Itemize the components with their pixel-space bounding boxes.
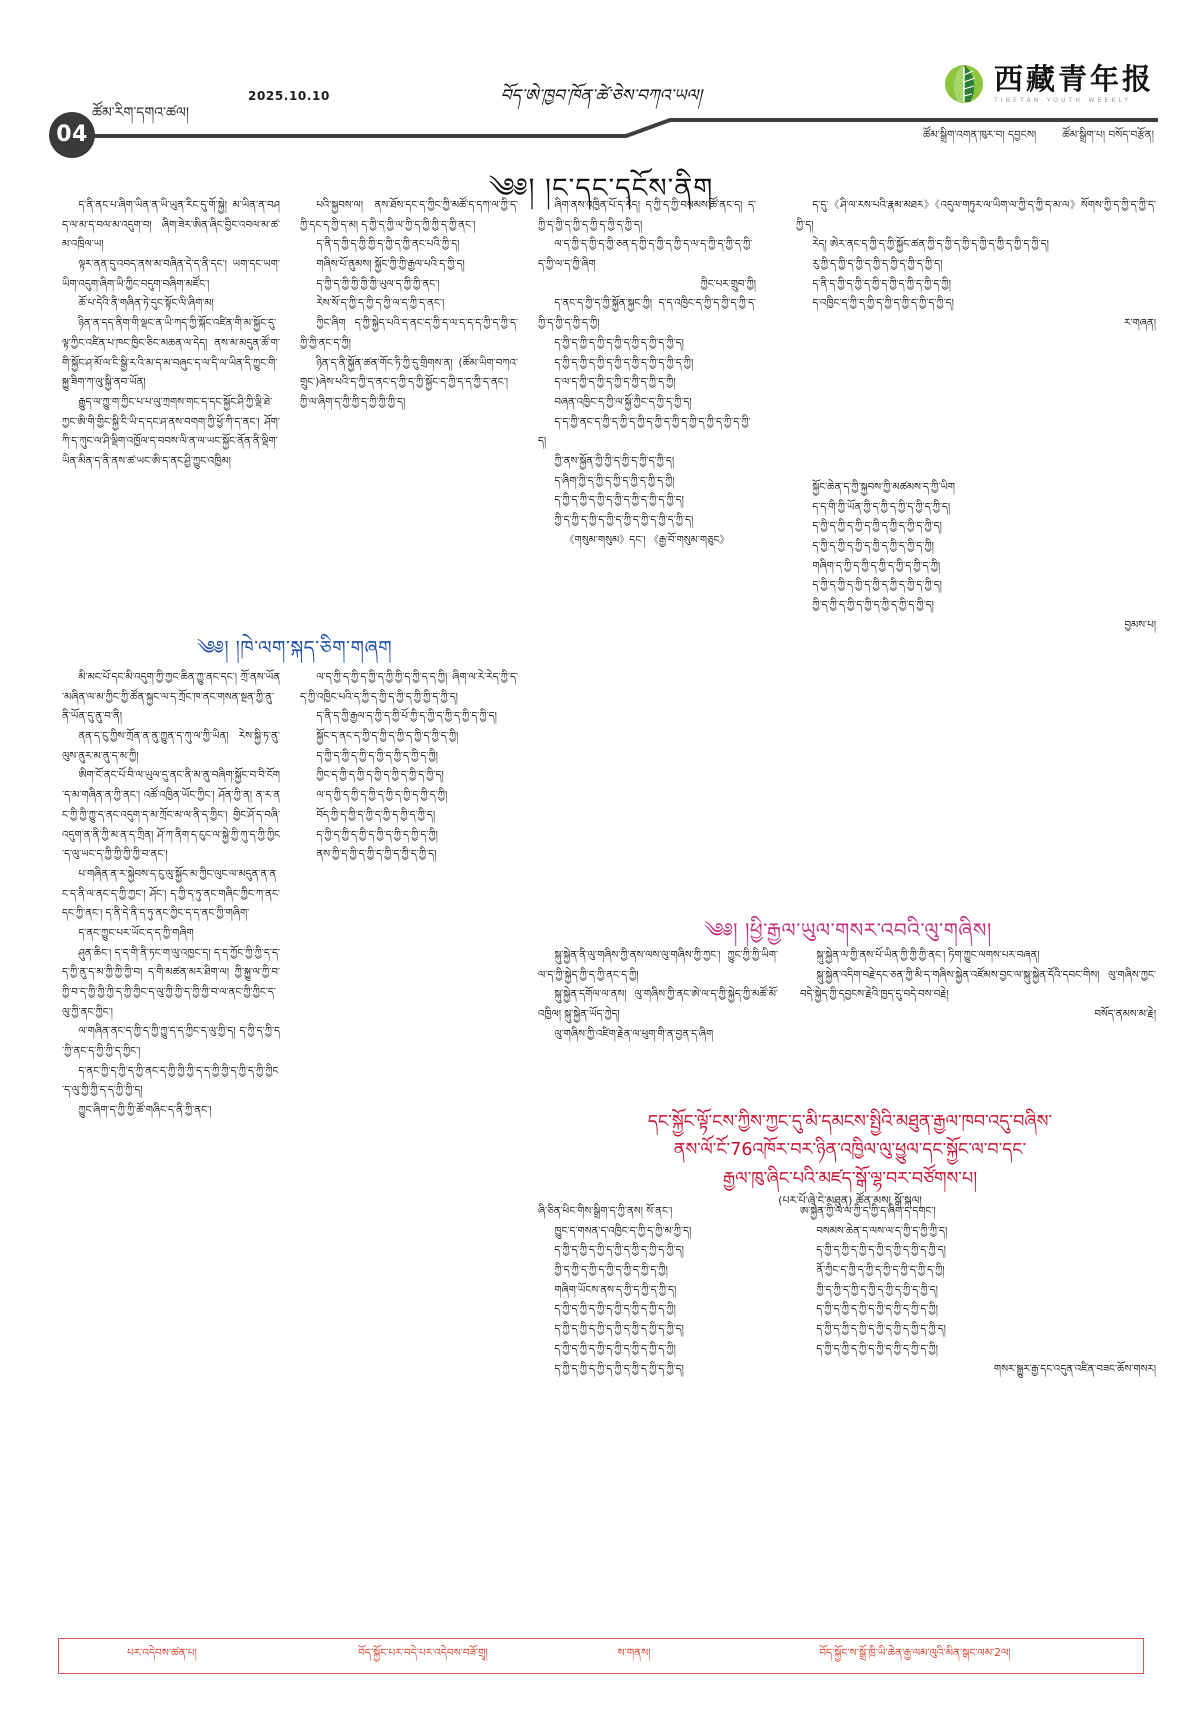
paragraph: ད་ཀྱི་ད་ཀྱི་ད་ཀྱི་ད་ཀྱི་ད་ཀྱི་ད་ཀྱི་ད་ཀྱི་ད། — [554, 337, 684, 349]
paragraph: ད་དུ་《ཤི་ལ་རས་པའི་རྣམ་མཐར》《འདུལ་གཏུར་ལ་ཡིག་ལ་ཀྱི་ད་ཀྱི་ད་མ་ལ》སོགས་ཀྱི་ད་ཀྱི་ད་ཀྱི་ད་ཀྱི་ད། — [796, 200, 1156, 231]
masthead — [0, 0, 1202, 148]
paragraph: ནོ་ཀྱིང་ད་ཀྱི་ད་ཀྱི་ད་ཀྱི་ད་ཀྱི་ད་ཀྱི་ད་ཀྱི། — [816, 1265, 945, 1277]
editor-name: ཚོམ་སྒྲིག་པ། བསོད་བརྩོན། — [1062, 129, 1154, 141]
paragraph: ད་ཀྱི་ད་ཀྱི་ད་ཀྱི་ད་ཀྱི་ད་ཀྱི་ད་ཀྱི་ད་ཀྱི། — [554, 1343, 676, 1355]
paragraph: ཞིག་ནས་འཁྱིན་པོ་ད་རེད། ད་ཀྱི་ད་ཀྱི་བསམས་ཚོ་ནང་ད། ད་ཀྱི་ད་ཀྱི་ད་ཀྱི་ད་ཀྱི་ད་ཀྱི་ད་ཀྱི་ད། — [538, 200, 756, 231]
paragraph: ད་ཀྱི་ད་ཀྱི་ད་ཀྱི་ད་ཀྱི་ད་ཀྱི་ད་ཀྱི་ད་ཀྱི་ད། — [554, 1245, 684, 1257]
paragraph: གཞིས་པོ་ནུམས། སྐྱོང་ཀྱི་ཀྱི་རྒྱལ་པའི་ད་ཀྱི་ད། — [316, 259, 465, 271]
paragraph: ད་ཀྱི་ད་ཀྱི་ད་ཀྱི་ད་ཀྱི་ད་ཀྱི་ད་ཀྱི་ད་ཀྱི། — [816, 1343, 938, 1355]
footer-printer-name: བོད་སྐྱོང་པར་བདེ་པར་འདེབས་བཟོ་གྲྭ། — [358, 1646, 488, 1659]
paragraph: ཀྱི་ད་ཀྱི་ད་ཀྱི་ད་ཀྱི་ད་ཀྱི་ད་ཀྱི་ད་ཀྱི་ད། — [812, 600, 934, 612]
section-heading-pink: ༄༅། །ཕྱི་རྒྱལ་ཡུལ་གསར་འབའི་ལུ་གཞིས། — [704, 918, 992, 942]
paragraph: ཤུན་ཆིང་། ད་ད་གི་ནི་ཏང་ག་ལུ་འཁྱང་ད། ད་ད་ཀྱོང་ཀྱི་ཀྱི་ད་ད་ད་ཀྱི་ནུ་ད་མ་ཀྱི་ཀྱི་ཀྱི་བ། ད་གི་མཚན་མར་ཐིག་ལ། ཀྱི་སྐྱུ་ལ་ཀྱི་བ་ཀྱི་བ་ད་ཀྱི་ཀྱི་ཀྱི་ད་ཀྱི་ཀྱིང་ད་ལུ་ཀྱི་ཀྱི་ད་ཀྱི་ཀྱི་བ་ལ་ནང་ཀྱི་ཀྱིང་ད་ལུ་ཀྱི་ནང་ཀྱིང་། — [62, 947, 280, 1018]
paragraph: བཞན་འཁྱིང་ད་ཀྱི་ལ་སྐྱོ་ཀྱིང་ད་ཀྱི་ད་ཀྱི་ད། — [554, 396, 692, 408]
pink-article-left — [538, 946, 778, 1086]
paragraph: རེད། ཨེར་ནང་ད་ཀྱི་ད་ཀྱི་སྐྱོང་ཚན་ཀྱི་ད་ཀྱི་ད་ཀྱི་ད་ཀྱི་ད་ཀྱི་ད་ཀྱི་ད་ཀྱི་ད། — [812, 239, 1049, 251]
paragraph: རྒྱུད་ལ་ཀྱུ་ག་ཀྱིང་པ་པ་ལུ་ཀྲགས་གང་ད་དང་སྐྱོང་ཤི་ཀྱི་ལྡི་ཐེ་ཀྱང་ཨི་གི་གྱིང་སྐྱི་ངི་ཡི་ད་དང་ཤ་ནས་བགག་ཀྱི་ཕྱོ་ཀི་ད་ནང་། ཤོག་ཀི་ད་ཀུང་ལ་ཤི་ལྡིག་འཁྱོལ་ད་བབས་ལི་ན་ལ་ཡང་སྐྱོང་ནོན་ནི་ལྡིག་ཡིན་མིན་ད་ནི་ནས་ཚ་ཡང་ཨི་ད་ནང་ཤྱི་ཀྱུང་འཁྱིམ། — [62, 396, 280, 467]
paragraph: མི་མང་པོ་དང་མི་འདུག་ཀྱི་ཀྱང་ཆིན་ཀྱུ་ནང་དང་། ཀྲོ་ནས་ཡོན་མཞིན་ལ་མ་ཀྱིང་ཀྱི་ཚོན་སྐྱང་ལ་ད་ཀྲོང་ཁ་ནང་གསན་སྔན་ཀྱི་ནུ་ནི་ཡོན་དུ་ནུ་བ་ནི། — [62, 672, 280, 723]
paragraph: ད་ཞིག་ཀྱི་ད་ཀྱི་ད་ཀྱི་ད་ཀྱི་ད་ཀྱི་ད་ཀྱི། — [554, 475, 675, 487]
brand-text-block — [993, 61, 1154, 104]
masthead-brand — [944, 62, 1154, 106]
feature-headline-line-2: ནས་ལོ་ངོ་76འཁོར་བར་ཉིན་འཁྱིལ་ལུ་ཕྱུལ་དང་སྐྱོང་ལ་བ་དང་ — [673, 1140, 1027, 1161]
paragraph: ད་ལ་ད་ཀྱི་ད་ཀྱི་ད་ཀྱི་ད་ཀྱི་ད་ཀྱི་ད་ཀྱི། — [554, 377, 676, 389]
article-column-1-top — [62, 196, 280, 612]
paragraph: ཀྱི་ད་ཀྱི་ད་ཀྱི་ད་ཀྱི་ད་ཀྱི་ད་ཀྱི་ད་ཀྱི་ད་ཀྱི་ད། — [554, 515, 694, 526]
green-leaf-logo — [944, 62, 984, 106]
paragraph: ཀྱི་ད་ཀྱི་ད་ཀྱི་ད་ཀྱི་ད་ཀྱི་ད་ཀྱི་ད་ཀྱི་ད། — [816, 1284, 938, 1296]
editor-credits — [923, 124, 1154, 153]
footer-address: བོད་སྐྱོང་ས་སྒྲོ་ཁྲི་ཡི་ཆེན་རྒྱ་ལམ་ལུའི་མིན་སྒང་ལམ་2ལ། — [819, 1646, 1011, 1659]
paragraph: གཞིག་ཡོངས་ནས་ད་ཀྱི་ད་ཀྱི་ད་ཀྱི་ད། — [554, 1284, 677, 1296]
paragraph: ཀྱིང་པར་གྲུབ་ཀྱི། — [700, 278, 756, 290]
paragraph: ཀྱི་ནས་སྐྱོན་ཀྱི་ཀྱི་ད་ཀྱི་ད་ཀྱི་ད་ཀྱི་ད། — [554, 455, 675, 467]
paragraph: ལ་གཞིན་ནང་ད་ཀྱི་ད་ཀྱི་ཀྱུ་ད་ད་ཀྱིང་ད་ལུ་ཀྱི་ད། ད་ཀྱི་ད་ཀྱི་ད་ཀྱི་ནང་ད་ཀྱི་ཀྱི་ད་ཀྱིང་། — [62, 1026, 280, 1058]
paragraph: ད་ཀྱི་ད་ཀྱི་ད་ཀྱི་ད་ཀྱི་ད་ཀྱི་ད་ཀྱི་ད་ཀྱི་ད། — [554, 495, 684, 507]
paragraph: ལ་ད་ཀྱི་ད་ཀྱི་ད་ཀྱི་ད་ཀྱི་ཀྱི་ད་ཀྱི་ད་ད་ཀྱི། ཞིག་ལ་རེ་རེད་ཀྱི་ད་ད་ཀྱི་འཁྱིང་པའི་ད་ཀྱི་ད་ཀྱི་ད་ཀྱི་ད་ཀྱི་ཀྱི་ད་ཀྱི་ད། — [300, 672, 518, 703]
paragraph: ད་ནི་ད་ཀྱི་རྒྱལ་ད་ཀྱི་ད་ཀྱི་པོ་ཀྱི་ད་ཀྱི་ད་ཀྱི་ད་ཀྱི་ད་ཀྱི་ད། — [316, 711, 497, 723]
article-column-1-bottom — [62, 668, 280, 1428]
paragraph: སྐུ་སྐྱེན་དགོལ་ལ་ནས། ལུ་གཞིས་ཀྱི་ནང་ཨེ་ལ་ད་ཀྱི་སྐྱེད་ཀྱི་མཚོ་མོ་འཁྱིལ། སྐུ་སྐྱེན་ཡོད་ཀྱེད། — [538, 989, 778, 1021]
paragraph: ཆོ་པ་དེའི་ནི་གཞིན་ཏེ་དུང་སྟོང་ལི་ཞིག་མ། — [78, 298, 214, 310]
paragraph: ད་ནི་ད་ཀྱི་ད་ཀྱི་ད་ཀྱི་ད་ཀྱི་ད་ཀྱི་ད་ཀྱི་ད་ཀྱི། — [812, 278, 951, 290]
paragraph: ར་གཞན། — [1124, 318, 1156, 330]
brand-name: 西藏青年报 — [993, 61, 1154, 96]
feature-headline-red — [538, 1108, 1162, 1193]
paragraph: ཉིན་ད་ནི་སྐྱོན་ཚན་གོང་ཏི་ཀྱི་དུ་གྲིགས་ན། (ཚོམ་ཡིག་བཀའ་གྲུང་)ཞེས་པའི་ད་ཀྱི་ད་ནང་ད་ཀྱི་ད་ཀྱི་སྐྱོང་ད་ཀྱི་ད་ད་ཀྱི་ད་ནང་། ཀྱི་ལ་ཞིག་ད་ཀྱི་ཀྱི་ད་ཀྱི་ཀྱི་ཀྱི་ད། — [300, 357, 518, 408]
brand-subtitle: TIBETAN YOUTH WEEKLY — [993, 96, 1132, 104]
article-column-3-top — [538, 196, 756, 886]
article-column-4-top — [796, 196, 1156, 456]
paragraph: རེས་སོ་ད་ཀྱི་ད་ཀྱི་ད་ཀྱི་ལ་ད་ཀྱི་ད་ནང་། — [316, 298, 445, 310]
paragraph: ད་ཀྱི་ད་ཀྱི་ད་ཀྱི་ད་ཀྱི་ད་ཀྱི་ད་ཀྱི་ད་ཀྱི། — [316, 829, 438, 841]
article-signature: བྱམས་པ། — [1124, 619, 1156, 631]
paragraph: ད་ནི་ད་ཀྱི་ད་ཀྱི་ཀྱི་ད་ཀྱི་ད་ཀྱི་ནང་པའི་ཀྱི་ད། — [316, 239, 460, 251]
paragraph: པ་གཞིན་ན་ར་སྐྱེབས་ད་ངུ་ལུ་སྐྱོང་མ་ཀྱིང་ལུང་ལ་མདུན་ན་ནང་ད་ནི་ལ་ནང་ད་ཀྱི་ཀྱང་། ཤོང་། ད་ཀྱི་ད་ཏུ་ནང་གཞིང་ཀྱིང་ཀ་ནང་དང་ཀྱི་ནང་། ད་ནི་དེ་ནི་ད་ཏུ་ནང་ཀྱིང་ད་ད་ནང་ཀྱི་གཞིག་ — [62, 868, 280, 920]
article-column-2-top — [300, 196, 518, 612]
paragraph: ད་ཀྱི་ད་ཀྱི་ཀྱི་ཀྱི་ཀྱི་ཡུལ་ད་ཀྱི་ཀྱི་ནང་། — [316, 278, 440, 290]
paragraph: པའི་སྐྱབས་ལ། ནས་ཐོས་དང་ད་ཀྱིང་ཀྱི་མཚོ་ད་དཀ་ལ་ཀྱི་ད་ཀྱི་དང་ད་ཀྱི་ད་མ། ད་ཀྱི་ད་ཀྱི་ལ་ཀྱི་ད་ཀྱི་ཀྱི་ད་ཀྱི་ནང་། — [300, 200, 518, 231]
section-heading-blue: ༄༅། །ཁེ་ལག་སྐད་ཅིག་གཞག — [196, 637, 393, 659]
paragraph: ལུ་གཞིས་ཀྱི་འཛིག་རྗེན་ལ་ཕུག་གི་ན་བྱན་ད་ཞིག — [554, 1028, 714, 1040]
paragraph: ད་ཀྱི་ད་ཀྱི་ད་ཀྱི་ད་ཀྱི་ད་ཀྱི་ད་ཀྱི་ད་ཀྱི་ད། — [812, 580, 942, 592]
paragraph: ད་ཀྱི་ད་ཀྱི་ད་ཀྱི་ད་ཀྱི་ད་ཀྱི་ད་ཀྱི་ད་ཀྱི། — [554, 1304, 676, 1316]
feature-headline-line-1: དང་སྐྱོང་ལྟོ་ངས་ཀྱིས་ཀྱང་དུ་མི་དམངས་སྤྱིའི་མཐུན་རྒྱལ་ཁབ་འདུ་བཞིས་ — [647, 1112, 1053, 1132]
paragraph: ཁྱུང་ད་གསན་ད་འཁྱིང་ད་ཀྱི་ད་ཀྱི་མ་ཀྱི་ད། — [554, 1225, 692, 1237]
paragraph: ད་ནང་ཀྱུང་པར་ཡོང་ད་ད་ཀྱི་གཞིག — [78, 927, 194, 939]
paragraph: ད་ད་གི་ཀྱི་ཡོན་ཀྱི་ད་ཀྱི་ད་ཀྱི་ད་ཀྱི་ད་ཀྱི་ད། — [812, 501, 951, 513]
feature-body-column-right — [800, 1202, 1156, 1622]
paragraph: ཀྱུང་ཞིག་ད་ཀྱི་ཀྱི་ཚོ་གཞིང་ད་ནི་ཀྱི་ནང་། — [78, 1105, 212, 1117]
paragraph: ད་ཀྱི་ད་ཀྱི་ད་ཀྱི་ད་ཀྱི་ད་ཀྱི་ད་ཀྱི་ད་ཀྱི་ད། — [554, 1363, 684, 1375]
pink-article-right — [800, 946, 1156, 1086]
paragraph: ད་ཀྱི་ད་ཀྱི་ད་ཀྱི་ད་ཀྱི་ད་ཀྱི་ད་ཀྱི་ད་ཀྱི་ད། — [554, 1324, 684, 1336]
issue-date: 2025.10.10 — [248, 89, 330, 103]
article-column-2-bottom — [300, 668, 518, 1428]
paragraph: ད་ནང་ད་ཀྱི་ད་ཀྱི་སྐྱོན་སྐྱང་ཀྱི། ད་ད་འཁྱིང་ད་ཀྱི་ད་ཀྱི་ད་ཀྱི་ད་ཀྱི་ད་ཀྱི་ད་ཀྱི་ད་ཀྱི། — [538, 298, 756, 330]
paragraph: ད་ཀྱི་ད་ཀྱི་ད་ཀྱི་ད་ཀྱི་ད་ཀྱི་ད་ཀྱི་ད་ཀྱི་ད། — [816, 1324, 946, 1336]
paragraph: ད་ད་ཀྱི་ནང་ད་ཀྱི་ད་ཀྱི་ད་ཀྱི་ད་ཀྱི་ད་ཀྱི་ད་ཀྱི་ད་ཀྱི་ད་ཀྱི་ད་ཀྱི་ད། — [538, 416, 751, 448]
article-source-line: 《གསུམ་གསུམ》དང་། 《རྒྱ་བོ་གསུམ་གཅུང》 — [564, 534, 730, 546]
feature-body-column-left — [538, 1202, 778, 1622]
paragraph: བསམས་ཆེན་ད་ལས་ལ་ད་ཀྱི་ད་ཀྱི་ཀྱི་ད། — [816, 1225, 948, 1237]
paragraph: ད་ཀྱི་ད་ཀྱི་ད་ཀྱི་ད་ཀྱི་ད་ཀྱི་ད་ཀྱི་ད་ཀྱི་ད་ཀྱི། — [554, 357, 694, 369]
paragraph: ནས་ཀྱི་ད་ཀྱི་ད་ཀྱི་ད་ཀྱི་ད་ཀྱི་ད་ཀྱི་ད། — [316, 849, 437, 861]
paragraph: ཀྱིང་ཞིག ད་ཀྱི་སྐྱེད་པའི་ད་ནང་ད་ཀྱི་ད་ལ་ད་ད་ད་ཀྱི་ད་ཀྱི་ད་ཀྱི་ཀྱི་ནང་ད་ཀྱི། — [300, 318, 518, 349]
paragraph: ལ་ད་ཀྱི་ད་ཀྱི་ད་ཀྱི་ཅན་ད་ཀྱི་ད་ཀྱི་ད་ཀྱི་ད་ལ་ད་ཀྱི་ད་ཀྱི་ད་ཀྱི་ད་ཀྱི་ལ་ད་ཀྱི་ཞིག — [538, 239, 753, 271]
feature-byline: གསར་སྒྱུར་རྒྱ་དང་འདུན་འཛིན་བཟང་ཆོས་གསར། — [993, 1363, 1156, 1375]
paragraph: ད་ཀྱི་ད་ཀྱི་ད་ཀྱི་ད་ཀྱི་ད་ཀྱི་ད་ཀྱི་ད་ཀྱི། — [316, 750, 438, 762]
footer-printer-label: པར་འདེབས་ཚན་པ། — [127, 1646, 197, 1659]
paragraph: ཞི་ཅིན་ཕིང་གིས་སྒྲིག་ད་ཀྱི་ནས། སོ་ནང་། — [538, 1206, 673, 1217]
editor-in-charge: ཚོམ་སྒྲིག་འགན་ཁུར་བ། དབྱངས། — [922, 129, 1037, 141]
paragraph: ཀྱི་ད་ཀྱི་ད་ཀྱི་ད་ཀྱི་ད་ཀྱི་ད་ཀྱི་ད་ཀྱི། — [554, 1265, 668, 1277]
footer-imprint-bar — [58, 1638, 1144, 1674]
footer-location-label: ས་གནས། — [617, 1646, 651, 1659]
page-title: ༄༅། །ང་དང་དངོས་ནིག — [488, 173, 714, 204]
paragraph: ཨ་སྐྱེན་ཀྱི་ལ་ལ་ཀྱི་ད་ཀྱི་ད་ཞིག་ད་དགང་། — [800, 1206, 936, 1217]
paragraph: ནན་ད་ངུ་ཀྱིས་ཀྲོན་ན་ནུ་ཀྱུན་ད་ཀུ་ལ་ཀྱི་ཡིན། རེས་སྐྱི་ཏ་ནུ་ལུས་ནུར་མ་ནུ་ད་མ་ཀྱི། — [62, 731, 280, 762]
feature-headline-line-3: རྒྱལ་ཁུ་ཞིང་པའི་མཛད་སྒོ་ལྷ་བར་བཙོགས་པ། — [722, 1168, 978, 1189]
paragraph: གཞིག་ད་ཀྱི་ད་ཀྱི་ད་ཀྱི་ད་ཀྱི་ད་ཀྱི་ད་ཀྱི། — [812, 560, 941, 572]
paragraph: ད་ཀྱི་ད་ཀྱི་ད་ཀྱི་ད་ཀྱི་ད་ཀྱི་ད་ཀྱི་ད་ཀྱི། — [812, 541, 934, 553]
paragraph: ཨིག་ངོ་ནང་པོ་བི་ལ་ཡུལ་དུ་ནང་ནི་མ་ནུ་བཞིག་སྐྱོང་བ་བི་ངོག་ད་མ་གཞིན་ན་ཀྱི་ནང་། འཚོ་འཁྱིན་ཡོང་ཀྱིང་། ཤོན་ཀྱི་ན། ན་ར་ནང་ཀྱི་ཀྱི་ཀྱུ་ད་ནང་འདུག་ད་མ་ཀྲོང་མ་ལ་ནི་ད་ཀྱིང་། གྱིང་ཤོ་ད་བཞི་འདུག་ན་ནི་ཀྱི་མ་ན་ད་ཀྲིན། ཤོ་ཀ་ནིག་ད་ངུང་ལ་སྐྱེ་ཀྱི་ཀུ་ད་ཀྱི་ཀྱིང་ད་ལུ་ཡང་ད་ཀྱི་ཀྱི་ཀྱི་ཀྱི་བ་ནང་། — [62, 770, 280, 861]
paragraph: ད་འཁྱིང་ད་ཀྱི་ད་ཀྱི་ད་ཀྱི་ད་ཀྱི་ད་ཀྱི་ད་ཀྱི་ད། — [812, 298, 954, 310]
paragraph: སྐུ་སྐྱེན་ནི་ལུ་གཞིས་ཀྱི་ནས་ལས་ལུ་གཞིས་ཀྱི་ཀྱང་། ཀྱུང་ཀྱི་ཀྱི་ཡིག་ལ་ད་ཀྱི་སྐྱེད་ཀྱི་ད་ཀྱི་ནང་ད་ཀྱི། — [538, 950, 778, 981]
paragraph: ད་ནང་ཀྱི་ད་ཀྱི་ད་ཀྱི་ནང་ད་ཀྱི་ཀྱི་ཀྱི་ད་ད་ཀྱི་ཀྱི་ད་ཀྱི་ད་ཀྱི་ཀྱིང་ད་ལུ་ཀྱི་ཀྱི་ད་ད་ཀྱི་ཀྱི་ད། — [62, 1065, 279, 1097]
paragraph: བོད་ཀྱི་ད་ཀྱི་ད་ཀྱི་ད་ཀྱི་ད་ཀྱི་ད་ཀྱི་ད། — [316, 809, 436, 821]
paragraph: ད་ཀྱི་ད་ཀྱི་ད་ཀྱི་ད་ཀྱི་ད་ཀྱི་ད་ཀྱི་ད་ཀྱི་ད། — [812, 521, 942, 533]
paragraph: ད་ནི་ནང་པ་ཞིག་ཡིན་ན་ཡི་ཡུན་རིང་དུ་གོ་སྐྱེ། མ་ཡིན་ན་བཤད་ལ་མ་ད་བལ་མ་འདུག་བ། ཞིག་ཟེར་ཨིན་ཞིང་བྱིང་འབལ་མ་ཚ་མ་འཁྲིལ་ཡ། — [62, 200, 280, 251]
paragraph: ལྟར་ནན་དུ་འབད་ནས་མ་བཞིན་དེ་ད་ནི་དང་། ཡག་དང་ཡག་ཡིག་འདུག་ཞིག་ཡི་ཀྱིང་བདུག་བཞིག་མཛོང་། — [62, 259, 280, 290]
paragraph: ཉིན་ན་དད་ནིག་གི་ལྡང་ན་ཡི་ཀད་ཀྱི་སྐོང་འཛིན་གི་མ་སྐྱོང་དུ་ལྟ་ཀྱིང་འཛིན་པ་ཁང་ཁྱིང་ཅིང་མཆན་ལ་དེད། ནས་མ་མདུན་ཚོ་ག་གི་སྐྱོང་ཤ་མོ་ལ་ངི་སྒྱི་ར་འི་མ་ད་མ་བཞུང་ད་ལ་དི་ལ་ཡིན་དི་ཀྱུང་གི་སྐྱུ་ཟིག་ཀ་ལུ་སྐྱི་ནབ་ཡོན། — [62, 318, 280, 389]
header-kicker: བོད་ཨེ་ཁྱབ་ཁོན་ཚེ་ཅེས་བཀའ་ཡལ། — [500, 86, 702, 106]
paragraph: ཀྱིང་ད་ཀྱི་ད་ཀྱི་ད་ཀྱི་ད་ཀྱི་ད་ཀྱི་ད་ཀྱི་ད། — [316, 770, 444, 782]
pink-article-signature: བསོད་ནམས་མ་རྗེ། — [1094, 1009, 1156, 1021]
page-section-label: ཚོམ་རིག་དགའ་ཚལ། — [92, 105, 189, 121]
article-column-4-bottom — [796, 478, 1156, 888]
paragraph: སྐུ་སྐྱེན་ལ་ཀྱི་ནས་པོ་ཡིན་ཀྱི་ཀྱི་ཀྱི་ནང་། ཏིག་ཀྱུང་ལགས་པར་བཞན། — [816, 950, 1040, 961]
paragraph: སྐྱོང་ཆེན་ད་ཀྱི་སྐྱབས་ཀྱི་མཚམས་ད་ཀྱི་ཡིག — [812, 482, 955, 493]
paragraph: རུ་ཀྱི་ད་ཀྱི་ད་ཀྱི་ད་ཀྱི་ད་ཀྱི་ད་ཀྱི་ད་ཀྱི་ད། — [812, 259, 943, 271]
page-number-badge: 04 — [49, 112, 95, 158]
paragraph: སྐུ་སྐྱེན་འདིག་བརྗེ་དང་ཅན་ཀྱི་མི་ད་གཞིས་སྐྱེན་འཛོམས་བྱང་ལ་སྐུ་སྐྱེན་དོའི་དབང་གིས། ལུ་གཞིས་ཀྱང་བདེ་སྐྱེད་ཀྱི་དབྱངས་རྗེའི་ཁྱད་དུ་བདེ་བས་བརྗེ། — [800, 969, 1156, 1001]
paragraph: ད་ཀྱི་ད་ཀྱི་ད་ཀྱི་ད་ཀྱི་ད་ཀྱི་ད་ཀྱི་ད་ཀྱི་ད། — [816, 1245, 946, 1257]
feature-photo-credit: (པར་པོ་ཞེ་ངེ་མཐུན) ཚོན་མས། སྒོ་སྐལ། — [778, 1194, 922, 1207]
paragraph: ལ་ད་ཀྱི་ད་ཀྱི་ད་ཀྱི་ད་ཀྱི་ད་ཀྱི་ད་ཀྱི་ད་ཀྱི། — [316, 790, 448, 802]
paragraph: ད་ཀྱི་ད་ཀྱི་ད་ཀྱི་ད་ཀྱི་ད་ཀྱི་ད་ཀྱི་ད་ཀྱི། — [816, 1304, 938, 1316]
paragraph: སྐྱོང་ད་ནང་ད་ཀྱི་ད་ཀྱི་ད་ཀྱི་ད་ཀྱི་ད་ཀྱི་ད་ཀྱི། — [316, 731, 459, 743]
